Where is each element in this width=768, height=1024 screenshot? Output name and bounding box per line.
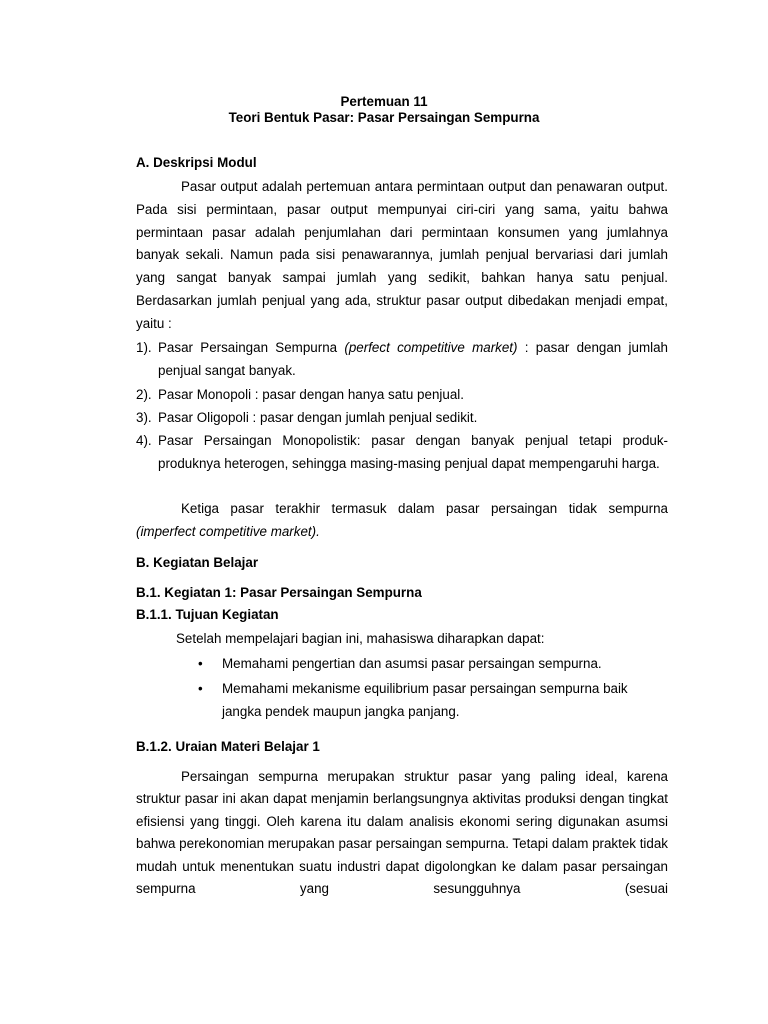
italic-term: (perfect competitive market) — [344, 340, 518, 355]
list-item: • Memahami mekanisme equilibrium pasar persaingan sempurna baik jangka pendek maupun jangka panjang. — [198, 677, 658, 723]
subsection-b12-heading: B.1.2. Uraian Materi Belajar 1 — [136, 739, 320, 754]
italic-term: (imperfect competitive market). — [136, 524, 320, 540]
list-item: 3). Pasar Oligopoli : pasar dengan jumlah penjual sedikit. — [136, 406, 668, 429]
subsection-b11-heading: B.1.1. Tujuan Kegiatan — [136, 607, 279, 622]
list-item: 4). Pasar Persaingan Monopolistik: pasar dengan banyak penjual tetapi produk-produknya heterogen, sehingga masing-masing penjual dapat mempengaruhi harga. — [136, 429, 668, 476]
meeting-number: Pertemuan 11 — [340, 94, 428, 109]
section-a-closing — [136, 497, 668, 544]
bullet-icon: • — [198, 656, 203, 671]
list-item-number: 2). — [136, 386, 152, 402]
section-b12-body — [136, 766, 668, 900]
objectives-intro: Setelah mempelajari bagian ini, mahasiswa diharapkan dapat: — [176, 631, 545, 646]
section-a-heading: A. Deskripsi Modul — [136, 155, 257, 170]
list-item: 2). Pasar Monopoli : pasar dengan hanya satu penjual. — [136, 383, 668, 406]
body-paragraph: Persaingan sempurna merupakan struktur pasar yang paling ideal, karena struktur pasar ini akan dapat menjamin berlangsungnya aktivitas produksi dengan tingkat efisiensi yang tinggi. Oleh karena itu dalam analisis ekonomi sering digunakan asumsi bahwa perekonomian merupakan pasar persaingan sempurna. Tetapi dalam praktek tidak mudah untuk menentukan suatu industri dapat digolongkan ke dalam pasar persaingan sempurna yang sesungguhnya (sesuai — [136, 769, 668, 897]
list-item: • Memahami pengertian dan asumsi pasar persaingan sempurna. — [198, 652, 658, 675]
list-item-number: 1). — [136, 340, 152, 355]
market-structure-list — [136, 336, 668, 476]
list-item-number: 3). — [136, 409, 152, 425]
subsection-b1-heading: B.1. Kegiatan 1: Pasar Persaingan Sempurna — [136, 585, 422, 600]
section-a-intro — [136, 176, 668, 336]
closing-paragraph: Ketiga pasar terakhir termasuk dalam pasar persaingan tidak sempurna (imperfect competitive market). — [136, 501, 668, 540]
bullet-icon: • — [198, 681, 203, 696]
intro-paragraph: Pasar output adalah pertemuan antara permintaan output dan penawaran output. Pada sisi permintaan, pasar output mempunyai ciri-ciri yang sama, yaitu bahwa permintaan pasar adalah penjumlahan dari permintaan konsumen yang jumlahnya banyak sekali. Namun pada sisi penawarannya, jumlah penjual bervariasi dari jumlah yang sangat banyak sampai jumlah yang sedikit, bahkan hanya satu penjual. Berdasarkan jumlah penjual yang ada, struktur pasar output dibedakan menjadi empat, yaitu : — [136, 179, 668, 331]
section-b-heading: B. Kegiatan Belajar — [136, 555, 259, 570]
list-item: 1). Pasar Persaingan Sempurna (perfect competitive market) : pasar dengan jumlah penjual sangat banyak. — [136, 336, 668, 383]
list-item-number: 4). — [136, 433, 152, 449]
document-title: Teori Bentuk Pasar: Pasar Persaingan Sempurna — [228, 110, 540, 125]
